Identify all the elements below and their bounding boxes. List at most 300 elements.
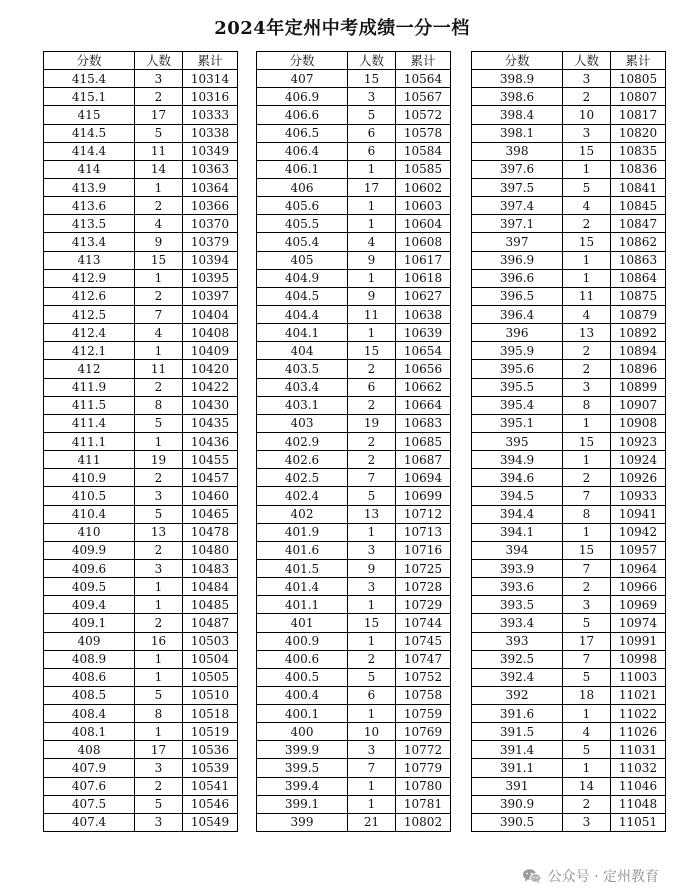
table-row (44, 668, 238, 686)
cell-cumulative: 10364 (183, 178, 238, 196)
cell-score: 394.9 (472, 451, 563, 469)
header-count: 人数 (563, 52, 611, 70)
table-row (44, 124, 238, 142)
table-row (472, 142, 666, 160)
cell-cumulative: 10564 (396, 70, 451, 88)
cell-cumulative: 10536 (183, 741, 238, 759)
cell-score: 394.4 (472, 505, 563, 523)
table-row (44, 795, 238, 813)
table-row (44, 414, 238, 432)
table-row (257, 578, 451, 596)
table-row (472, 342, 666, 360)
table-row (44, 305, 238, 323)
table-row (472, 269, 666, 287)
cell-score: 400.4 (257, 686, 348, 704)
cell-score: 394.1 (472, 523, 563, 541)
cell-cumulative: 10699 (396, 487, 451, 505)
table-row (44, 578, 238, 596)
cell-cumulative: 10879 (611, 305, 666, 323)
cell-count: 8 (563, 396, 611, 414)
cell-cumulative: 10549 (183, 813, 238, 831)
cell-score: 406.6 (257, 106, 348, 124)
cell-cumulative: 10769 (396, 723, 451, 741)
cell-score: 409.6 (44, 559, 135, 577)
table-row (257, 705, 451, 723)
header-score: 分数 (44, 52, 135, 70)
cell-cumulative: 10608 (396, 233, 451, 251)
table-row (257, 487, 451, 505)
cell-cumulative: 11031 (611, 741, 666, 759)
cell-cumulative: 10942 (611, 523, 666, 541)
cell-count: 7 (563, 650, 611, 668)
table-row (472, 215, 666, 233)
table-row (257, 305, 451, 323)
cell-score: 415 (44, 106, 135, 124)
cell-count: 2 (348, 432, 396, 450)
cell-cumulative: 10617 (396, 251, 451, 269)
table-row (472, 541, 666, 559)
cell-count: 3 (135, 487, 183, 505)
table-row (44, 813, 238, 831)
cell-cumulative: 10379 (183, 233, 238, 251)
table-row (472, 614, 666, 632)
cell-score: 408.1 (44, 723, 135, 741)
cell-count: 7 (348, 759, 396, 777)
table-row (257, 70, 451, 88)
cell-cumulative: 10862 (611, 233, 666, 251)
cell-score: 400.1 (257, 705, 348, 723)
cell-count: 1 (563, 160, 611, 178)
table-row (44, 106, 238, 124)
cell-cumulative: 10487 (183, 614, 238, 632)
cell-count: 3 (563, 378, 611, 396)
cell-cumulative: 10923 (611, 432, 666, 450)
cell-cumulative: 10333 (183, 106, 238, 124)
table-row (472, 287, 666, 305)
cell-count: 1 (135, 668, 183, 686)
cell-count: 1 (348, 324, 396, 342)
cell-cumulative: 10728 (396, 578, 451, 596)
cell-score: 402 (257, 505, 348, 523)
cell-score: 415.4 (44, 70, 135, 88)
cell-count: 8 (135, 396, 183, 414)
cell-count: 2 (563, 342, 611, 360)
cell-count: 2 (563, 360, 611, 378)
cell-count: 11 (348, 305, 396, 323)
cell-cumulative: 10713 (396, 523, 451, 541)
table-row (44, 233, 238, 251)
table-row (472, 451, 666, 469)
cell-score: 391.5 (472, 723, 563, 741)
cell-count: 5 (563, 741, 611, 759)
table-row (257, 233, 451, 251)
cell-score: 397.4 (472, 197, 563, 215)
cell-count: 3 (563, 596, 611, 614)
cell-cumulative: 10805 (611, 70, 666, 88)
cell-count: 5 (135, 686, 183, 704)
cell-score: 399.5 (257, 759, 348, 777)
table-row (44, 160, 238, 178)
table-row (257, 559, 451, 577)
cell-count: 14 (135, 160, 183, 178)
cell-score: 407.5 (44, 795, 135, 813)
cell-cumulative: 11048 (611, 795, 666, 813)
cell-cumulative: 10503 (183, 632, 238, 650)
table-row (44, 559, 238, 577)
cell-score: 408 (44, 741, 135, 759)
table-row (257, 324, 451, 342)
cell-cumulative: 10907 (611, 396, 666, 414)
cell-score: 399 (257, 813, 348, 831)
cell-count: 1 (135, 650, 183, 668)
cell-score: 390.5 (472, 813, 563, 831)
cell-cumulative: 10338 (183, 124, 238, 142)
cell-score: 398 (472, 142, 563, 160)
cell-cumulative: 10408 (183, 324, 238, 342)
table-body (44, 70, 238, 832)
table-row (472, 759, 666, 777)
cell-cumulative: 10567 (396, 88, 451, 106)
cell-cumulative: 10729 (396, 596, 451, 614)
cell-count: 5 (135, 414, 183, 432)
cell-count: 1 (135, 178, 183, 196)
table-row (472, 668, 666, 686)
cell-score: 396.5 (472, 287, 563, 305)
table-row (257, 160, 451, 178)
cell-count: 6 (348, 686, 396, 704)
cell-count: 1 (563, 451, 611, 469)
cell-count: 3 (348, 578, 396, 596)
table-row (257, 469, 451, 487)
cell-score: 405.5 (257, 215, 348, 233)
cell-score: 391.6 (472, 705, 563, 723)
cell-score: 408.6 (44, 668, 135, 686)
cell-cumulative: 10759 (396, 705, 451, 723)
table-row (257, 650, 451, 668)
cell-score: 393.5 (472, 596, 563, 614)
cell-score: 405.4 (257, 233, 348, 251)
cell-cumulative: 10991 (611, 632, 666, 650)
cell-score: 401.1 (257, 596, 348, 614)
table-row (472, 813, 666, 831)
cell-count: 7 (135, 305, 183, 323)
cell-count: 2 (563, 88, 611, 106)
table-row (44, 342, 238, 360)
cell-count: 5 (563, 668, 611, 686)
table-row (257, 396, 451, 414)
table-row (257, 632, 451, 650)
header-score: 分数 (257, 52, 348, 70)
cell-cumulative: 10752 (396, 668, 451, 686)
table-row (257, 813, 451, 831)
cell-score: 395 (472, 432, 563, 450)
cell-cumulative: 10817 (611, 106, 666, 124)
cell-score: 394 (472, 541, 563, 559)
cell-cumulative: 10639 (396, 324, 451, 342)
cell-cumulative: 10687 (396, 451, 451, 469)
table-row (472, 360, 666, 378)
table-row (44, 88, 238, 106)
cell-score: 392 (472, 686, 563, 704)
cell-score: 390.9 (472, 795, 563, 813)
cell-score: 412.6 (44, 287, 135, 305)
cell-count: 2 (348, 360, 396, 378)
cell-cumulative: 10694 (396, 469, 451, 487)
cell-cumulative: 10864 (611, 269, 666, 287)
header-row (44, 52, 238, 70)
cell-score: 410.4 (44, 505, 135, 523)
cell-score: 395.1 (472, 414, 563, 432)
cell-score: 397.6 (472, 160, 563, 178)
cell-cumulative: 10435 (183, 414, 238, 432)
table-row (44, 215, 238, 233)
table-row (44, 269, 238, 287)
cell-cumulative: 10924 (611, 451, 666, 469)
cell-count: 11 (135, 142, 183, 160)
cell-cumulative: 10685 (396, 432, 451, 450)
cell-cumulative: 10505 (183, 668, 238, 686)
cell-cumulative: 10397 (183, 287, 238, 305)
cell-count: 4 (563, 197, 611, 215)
table-row (472, 705, 666, 723)
table-row (257, 414, 451, 432)
table-row (44, 523, 238, 541)
cell-count: 1 (135, 596, 183, 614)
cell-cumulative: 10584 (396, 142, 451, 160)
cell-count: 2 (135, 197, 183, 215)
cell-score: 404.1 (257, 324, 348, 342)
table-row (472, 650, 666, 668)
cell-count: 7 (563, 559, 611, 577)
cell-score: 407 (257, 70, 348, 88)
cell-count: 2 (563, 215, 611, 233)
cell-cumulative: 10863 (611, 251, 666, 269)
cell-score: 399.4 (257, 777, 348, 795)
cell-score: 413.9 (44, 178, 135, 196)
cell-score: 398.9 (472, 70, 563, 88)
cell-count: 15 (348, 70, 396, 88)
cell-score: 406.1 (257, 160, 348, 178)
score-table-2 (256, 51, 451, 832)
cell-count: 8 (135, 705, 183, 723)
cell-cumulative: 10436 (183, 432, 238, 450)
cell-cumulative: 10455 (183, 451, 238, 469)
table-row (44, 324, 238, 342)
cell-score: 398.1 (472, 124, 563, 142)
cell-score: 407.4 (44, 813, 135, 831)
cell-count: 1 (563, 414, 611, 432)
cell-cumulative: 10478 (183, 523, 238, 541)
cell-score: 396.6 (472, 269, 563, 287)
cell-cumulative: 10395 (183, 269, 238, 287)
cell-count: 11 (563, 287, 611, 305)
cell-count: 21 (348, 813, 396, 831)
cell-cumulative: 10744 (396, 614, 451, 632)
cell-cumulative: 10835 (611, 142, 666, 160)
cell-count: 4 (563, 723, 611, 741)
cell-score: 412.4 (44, 324, 135, 342)
cell-count: 10 (563, 106, 611, 124)
table-row (44, 197, 238, 215)
cell-score: 397.5 (472, 178, 563, 196)
cell-count: 3 (348, 741, 396, 759)
cell-score: 400 (257, 723, 348, 741)
cell-cumulative: 10316 (183, 88, 238, 106)
header-row (257, 52, 451, 70)
cell-cumulative: 11046 (611, 777, 666, 795)
cell-score: 406.9 (257, 88, 348, 106)
cell-count: 5 (348, 668, 396, 686)
cell-score: 409 (44, 632, 135, 650)
cell-count: 9 (135, 233, 183, 251)
table-row (472, 469, 666, 487)
cell-count: 14 (563, 777, 611, 795)
cell-cumulative: 10662 (396, 378, 451, 396)
cell-count: 13 (348, 505, 396, 523)
cell-score: 403 (257, 414, 348, 432)
cell-cumulative: 10998 (611, 650, 666, 668)
cell-score: 401 (257, 614, 348, 632)
cell-count: 1 (348, 777, 396, 795)
cell-score: 403.5 (257, 360, 348, 378)
cell-score: 397 (472, 233, 563, 251)
table-row (44, 251, 238, 269)
table-row (257, 723, 451, 741)
table-row (44, 650, 238, 668)
cell-count: 9 (348, 559, 396, 577)
cell-cumulative: 10485 (183, 596, 238, 614)
table-row (257, 197, 451, 215)
cell-score: 413.5 (44, 215, 135, 233)
cell-score: 411.1 (44, 432, 135, 450)
cell-score: 395.9 (472, 342, 563, 360)
cell-count: 15 (135, 251, 183, 269)
table-row (44, 378, 238, 396)
score-table-3 (471, 51, 666, 832)
table-row (472, 106, 666, 124)
cell-score: 414.4 (44, 142, 135, 160)
header-cumulative: 累计 (396, 52, 451, 70)
table-row (472, 305, 666, 323)
cell-count: 1 (135, 723, 183, 741)
cell-score: 403.4 (257, 378, 348, 396)
cell-cumulative: 10747 (396, 650, 451, 668)
cell-score: 409.9 (44, 541, 135, 559)
cell-count: 9 (348, 287, 396, 305)
cell-score: 401.9 (257, 523, 348, 541)
cell-count: 2 (563, 795, 611, 813)
table-row (472, 632, 666, 650)
cell-score: 412.1 (44, 342, 135, 360)
table-row (44, 723, 238, 741)
cell-count: 4 (135, 324, 183, 342)
table-row (44, 451, 238, 469)
cell-cumulative: 10716 (396, 541, 451, 559)
cell-count: 2 (135, 287, 183, 305)
cell-score: 410 (44, 523, 135, 541)
cell-cumulative: 10772 (396, 741, 451, 759)
cell-cumulative: 11032 (611, 759, 666, 777)
table-row (44, 686, 238, 704)
cell-score: 406.4 (257, 142, 348, 160)
cell-score: 404.5 (257, 287, 348, 305)
cell-score: 410.5 (44, 487, 135, 505)
table-row (257, 614, 451, 632)
cell-score: 409.1 (44, 614, 135, 632)
table-row (257, 342, 451, 360)
table-row (472, 197, 666, 215)
table-row (44, 178, 238, 196)
cell-count: 7 (348, 469, 396, 487)
cell-count: 15 (563, 233, 611, 251)
table-row (257, 451, 451, 469)
cell-count: 3 (135, 759, 183, 777)
cell-cumulative: 10483 (183, 559, 238, 577)
cell-count: 1 (348, 632, 396, 650)
cell-cumulative: 10627 (396, 287, 451, 305)
cell-score: 407.6 (44, 777, 135, 795)
cell-score: 410.9 (44, 469, 135, 487)
table-row (257, 215, 451, 233)
cell-score: 405 (257, 251, 348, 269)
cell-cumulative: 10484 (183, 578, 238, 596)
cell-cumulative: 10964 (611, 559, 666, 577)
cell-cumulative: 10638 (396, 305, 451, 323)
table-row (472, 432, 666, 450)
table-row (44, 632, 238, 650)
table-row (44, 487, 238, 505)
header-cumulative: 累计 (183, 52, 238, 70)
cell-score: 404 (257, 342, 348, 360)
cell-count: 3 (563, 124, 611, 142)
cell-score: 391.4 (472, 741, 563, 759)
cell-count: 1 (563, 705, 611, 723)
cell-score: 408.4 (44, 705, 135, 723)
cell-cumulative: 10969 (611, 596, 666, 614)
cell-score: 396.4 (472, 305, 563, 323)
table-row (44, 741, 238, 759)
cell-score: 399.9 (257, 741, 348, 759)
cell-score: 400.5 (257, 668, 348, 686)
cell-score: 406 (257, 178, 348, 196)
table-row (472, 414, 666, 432)
table-row (472, 324, 666, 342)
cell-count: 1 (135, 342, 183, 360)
cell-count: 1 (348, 197, 396, 215)
cell-count: 19 (135, 451, 183, 469)
cell-score: 407.9 (44, 759, 135, 777)
cell-cumulative: 10578 (396, 124, 451, 142)
cell-cumulative: 10847 (611, 215, 666, 233)
table-row (257, 106, 451, 124)
cell-cumulative: 10781 (396, 795, 451, 813)
cell-cumulative: 10656 (396, 360, 451, 378)
cell-score: 402.9 (257, 432, 348, 450)
cell-cumulative: 11026 (611, 723, 666, 741)
cell-score: 402.4 (257, 487, 348, 505)
header-score: 分数 (472, 52, 563, 70)
cell-count: 18 (563, 686, 611, 704)
table-row (472, 741, 666, 759)
cell-score: 411 (44, 451, 135, 469)
cell-count: 1 (135, 578, 183, 596)
cell-count: 1 (348, 269, 396, 287)
cell-cumulative: 11022 (611, 705, 666, 723)
cell-score: 391 (472, 777, 563, 795)
cell-count: 15 (563, 142, 611, 160)
table-row (472, 88, 666, 106)
table-row (44, 396, 238, 414)
